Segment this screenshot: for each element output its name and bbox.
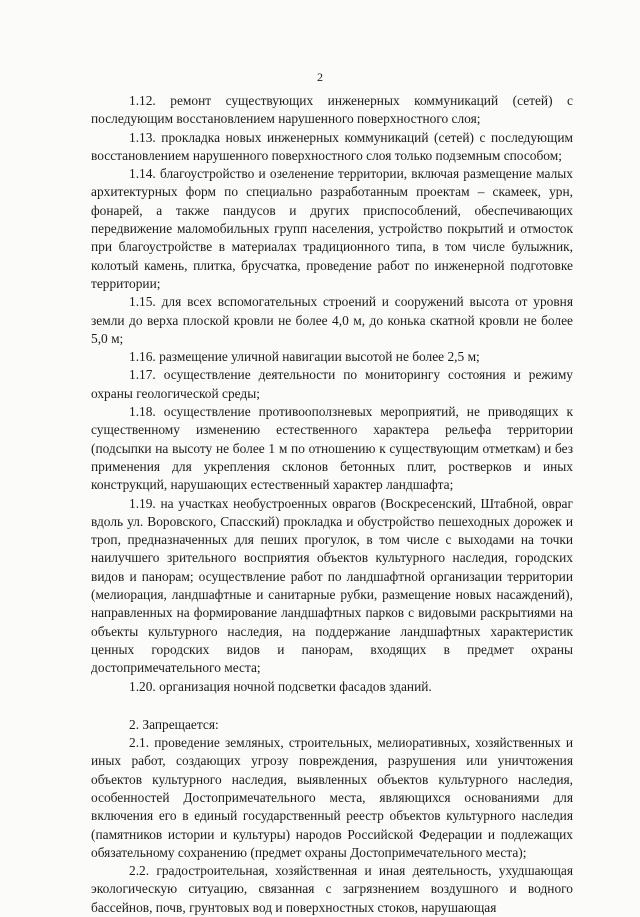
item-2-1: 2.1. проведение земляных, строительных, мелиоративных, хозяйственных и иных работ, создающих угрозу повреждения, разрушения или уничтожения объектов культурного наследия, выявленных объектов культурного наследия, особенностей Достопримечательного места, являющихся основаниями для включения его в единый государственный реестр объектов культурного наследия (памятников истории и культуры) народов Российской Федерации и подлежащих обязательному сохранению (предмет охраны Достопримечательного места);	[91, 735, 573, 860]
item-1-15: 1.15. для всех вспомогательных строений и сооружений высота от уровня земли до верха плоской кровли не более 4,0 м, до конька скатной кровли не более 5,0 м;	[91, 294, 573, 346]
item-1-17: 1.17. осуществление деятельности по мониторингу состояния и режиму охраны геологической среды;	[91, 367, 573, 401]
page-number: 2	[317, 70, 323, 84]
item-1-14: 1.14. благоустройство и озеленение территории, включая размещение малых архитектурных форм по специально разработанным проектам – скамеек, урн, фонарей, а также пандусов и других приспособлений, обеспечивающих передвижение маломобильных групп населения, устройство покрытий и отмосток при благоустройстве в материалах традиционного типа, в том числе булыжник, колотый камень, плитка, брусчатка, проведение работ по инженерной подготовке территории;	[91, 166, 573, 291]
item-1-16: 1.16. размещение уличной навигации высотой не более 2,5 м;	[129, 349, 480, 365]
item-1-12: 1.12. ремонт существующих инженерных коммуникаций (сетей) с последующим восстановлением нарушенного поверхностного слоя;	[91, 93, 573, 127]
item-1-18: 1.18. осуществление противооползневых мероприятий, не приводящих к существенному изменению естественного характера рельефа территории (подсыпки на высоту не более 1 м по отношению к существующим отметкам) и без применения для укрепления склонов бетонных плит, ростверков и иных конструкций, нарушающих естественный характер ландшафта;	[91, 404, 573, 493]
item-1-19: 1.19. на участках необустроенных оврагов (Воскресенский, Штабной, овраг вдоль ул. Воровского, Спасский) прокладка и обустройство пешеходных дорожек и троп, предназначенных для пеших прогулок, в том числе с выходами на точки наилучшего зрительного восприятия объектов культурного наследия, городских видов и панорам; осуществление работ по ландшафтной организации территории (мелиорация, ландшафтные и санитарные рубки, размещение новых насаждений), направленных на формирование ландшафтных парков с видовыми раскрытиями на объекты культурного наследия, на поддержание ландшафтных характеристик ценных городских видов и панорам, входящих в предмет охраны достопримечательного места;	[91, 495, 573, 676]
item-2-2: 2.2. градостроительная, хозяйственная и иная деятельность, ухудшающая экологическую ситуацию, связанная с загрязнением воздушного и водного бассейнов, почв, грунтовых вод и поверхностных стоков, нарушающая	[91, 863, 573, 915]
item-1-20: 1.20. организация ночной подсветки фасадов зданий.	[129, 678, 432, 694]
item-1-13: 1.13. прокладка новых инженерных коммуникаций (сетей) с последующим восстановлением нарушенного поверхностного слоя только подземным способом;	[91, 129, 573, 163]
section-2-heading: 2. Запрещается:	[129, 716, 219, 732]
document-body	[91, 92, 573, 917]
